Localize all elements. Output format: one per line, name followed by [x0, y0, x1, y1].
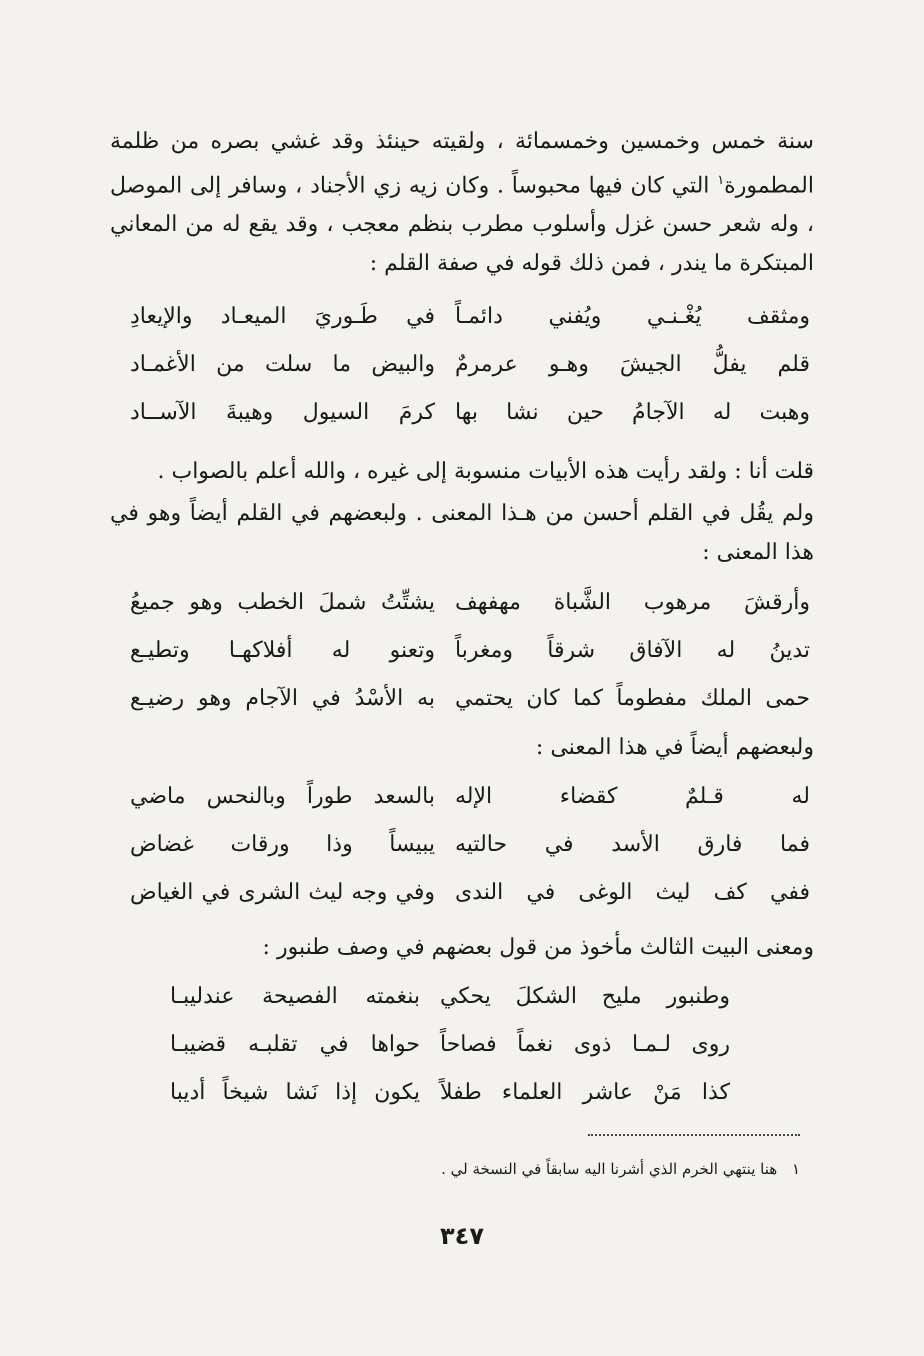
verse-first-hemistich: تدينُ له الآفاق شرقاً ومغرباً — [455, 637, 810, 663]
fourth-intro-paragraph — [110, 928, 814, 967]
third-intro-text: ولبعضهم أيضاً في هذا المعنى : — [535, 735, 814, 760]
poem-2 — [130, 578, 810, 722]
verse-row — [130, 674, 810, 722]
verse-first-hemistich: حمى الملك مفطوماً كما كان يحتمي — [455, 685, 810, 711]
verse-first-hemistich: وهبت له الآجامُ حين نشا بها — [455, 399, 810, 425]
verse-first-hemistich: ومثقف يُغْـنـي ويُفني دائمـاً — [455, 303, 810, 329]
footnote-number: ١ — [791, 1160, 800, 1178]
verse-row — [130, 292, 810, 340]
verse-second-hemistich: بالسعد طوراً وبالنحس ماضي — [130, 783, 435, 809]
verse-row — [130, 820, 810, 868]
footnote — [360, 1160, 800, 1178]
verse-second-hemistich: في طَـوريَ الميعـاد والإيعادِ — [130, 303, 435, 329]
verse-row — [130, 868, 810, 916]
verse-row — [170, 972, 730, 1020]
third-intro-paragraph — [110, 728, 814, 767]
verse-row — [130, 578, 810, 626]
poem-4 — [170, 972, 730, 1116]
verse-first-hemistich: كذا مَنْ عاشر العلماء طفلاً — [440, 1079, 730, 1105]
verse-second-hemistich: وفي وجه ليث الشرى في الغياض — [130, 879, 435, 905]
verse-first-hemistich: فما فارق الأسد في حالتيه — [455, 831, 810, 857]
intro-text-1: سنة خمس وخمسين وخمسمائة ، ولقيته حينئذ وقد غشي بصره من ظلمة المطمورة — [110, 129, 814, 199]
verse-first-hemistich: روى لـمـا ذوى نغماً فصاحاً — [440, 1031, 730, 1057]
fourth-intro-text: ومعنى البيت الثالث مأخوذ من قول بعضهم في وصف طنبور : — [262, 935, 814, 960]
verse-row — [130, 626, 810, 674]
verse-second-hemistich: حواها في تقلبـه قضيبـا — [170, 1031, 420, 1057]
poem-3 — [130, 772, 810, 916]
verse-first-hemistich: له قـلمٌ كقضاء الإله — [455, 783, 810, 809]
intro-paragraph — [110, 122, 814, 283]
verse-row — [170, 1020, 730, 1068]
verse-second-hemistich: يبيساً وذا ورقات غضاض — [130, 831, 435, 857]
verse-second-hemistich: بنغمته الفصيحة عندليبـا — [170, 983, 420, 1009]
verse-second-hemistich: كرمَ السيول وهيبةَ الآســاد — [130, 399, 435, 425]
footnote-marker: ١ — [717, 173, 725, 188]
verse-second-hemistich: يشتِّتُ شملَ الخطب وهو جميعُ — [130, 589, 435, 615]
verse-row — [130, 340, 810, 388]
verse-row — [130, 772, 810, 820]
verse-first-hemistich: وأرقشَ مرهوب الشَّباة مهفهف — [455, 589, 810, 615]
intro-text-2: التي كان فيها محبوساً . وكان زيه زي الأجناد ، وسافر إلى الموصل ، وله شعر حسن غزل وأسلوب مطرب بنظم معجب ، وقد يقع له من المعاني المبتكرة ما يندر ، فمن ذلك قوله في صفة القلم : — [110, 173, 814, 277]
verse-second-hemistich: يكون إذا نَشا شيخاً أديبا — [170, 1079, 420, 1105]
verse-second-hemistich: والبيض ما سلت من الأغمـاد — [130, 351, 435, 377]
verse-second-hemistich: به الأسْدُ في الآجام وهو رضيـع — [130, 685, 435, 711]
verse-first-hemistich: وطنبور مليح الشكلَ يحكي — [440, 983, 730, 1009]
comment-paragraph — [110, 452, 814, 491]
second-intro-text: ولم يقُل في القلم أحسن من هـذا المعنى . ولبعضهم في القلم أيضاً وهو في هذا المعنى : — [110, 501, 814, 565]
comment-text: قلت أنا : ولقد رأيت هذه الأبيات منسوبة إلى غيره ، والله أعلم بالصواب . — [157, 459, 814, 484]
verse-first-hemistich: قلم يفلُّ الجيشَ وهـو عرمرمٌ — [455, 351, 810, 377]
page-number: ٣٤٧ — [440, 1222, 484, 1250]
verse-row — [170, 1068, 730, 1116]
verse-second-hemistich: وتعنو له أفلاكهـا وتطيـع — [130, 637, 435, 663]
footnote-text: هنا ينتهي الخرم الذي أشرنا اليه سابقاً في النسخة لي . — [441, 1160, 778, 1178]
verse-first-hemistich: ففي كف ليث الوغى في الندى — [455, 879, 810, 905]
footnote-divider — [588, 1134, 800, 1136]
verse-row — [130, 388, 810, 436]
poem-1 — [130, 292, 810, 436]
second-intro-paragraph — [110, 494, 814, 572]
